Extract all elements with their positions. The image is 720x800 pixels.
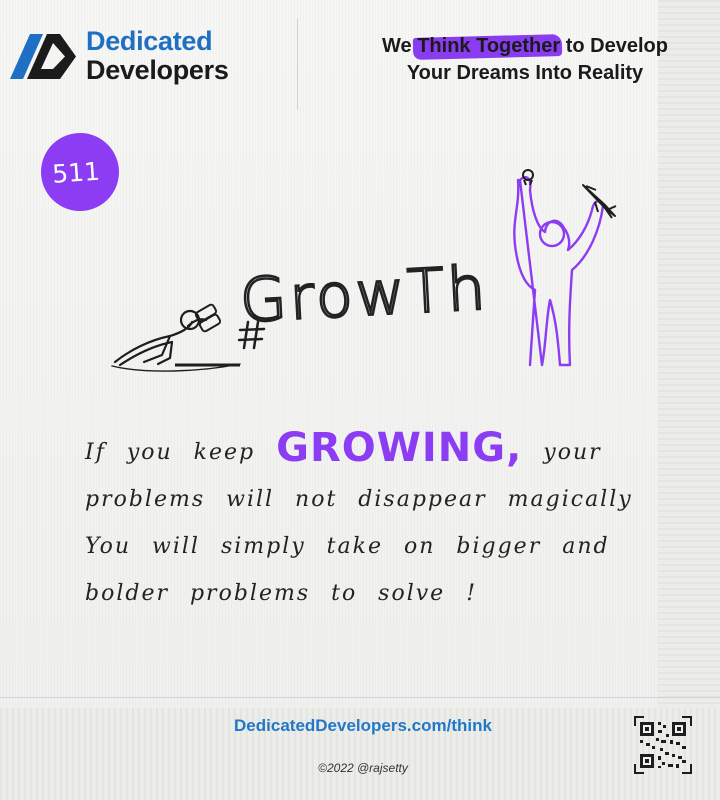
growth-headline (238, 254, 490, 337)
brand-name-line2: Developers (86, 55, 229, 85)
tagline-line2: Your Dreams Into Reality (406, 62, 644, 84)
quote-line-3: You will simply take on bigger and (85, 534, 610, 559)
qr-code-icon[interactable] (634, 716, 692, 774)
paper-edge-right (658, 0, 720, 800)
dd-logo-icon (10, 31, 76, 81)
quote-line-1 (85, 425, 665, 476)
brand-name-line1: Dedicated (86, 26, 213, 56)
tagline-prefix: We (382, 35, 412, 57)
celebrating-figure (514, 177, 603, 365)
footer-url-link[interactable]: DedicatedDevelopers.com/think (234, 716, 492, 735)
tagline-suffix: to Develop (565, 35, 668, 57)
quote-line-1-after: your (543, 440, 602, 465)
tagline (330, 33, 720, 87)
footer-copyright: ©2022 @rajsetty (318, 761, 408, 775)
quote-line-4: bolder problems to solve ! (85, 581, 478, 606)
quote-block (85, 425, 665, 617)
quote-line-2: problems will not disappear magically (85, 487, 633, 512)
quote-line-1-before: If you keep (85, 440, 256, 465)
footer-divider (0, 697, 720, 698)
issue-number-badge: 511 (38, 130, 121, 213)
tagline-highlight: Think Together (417, 33, 560, 60)
header-divider (297, 18, 298, 110)
brand-logo[interactable] (10, 28, 229, 84)
growth-word: GrowTh (238, 253, 490, 337)
quote-emphasis: GROWING, (276, 425, 523, 471)
rocket-icon (583, 185, 616, 218)
